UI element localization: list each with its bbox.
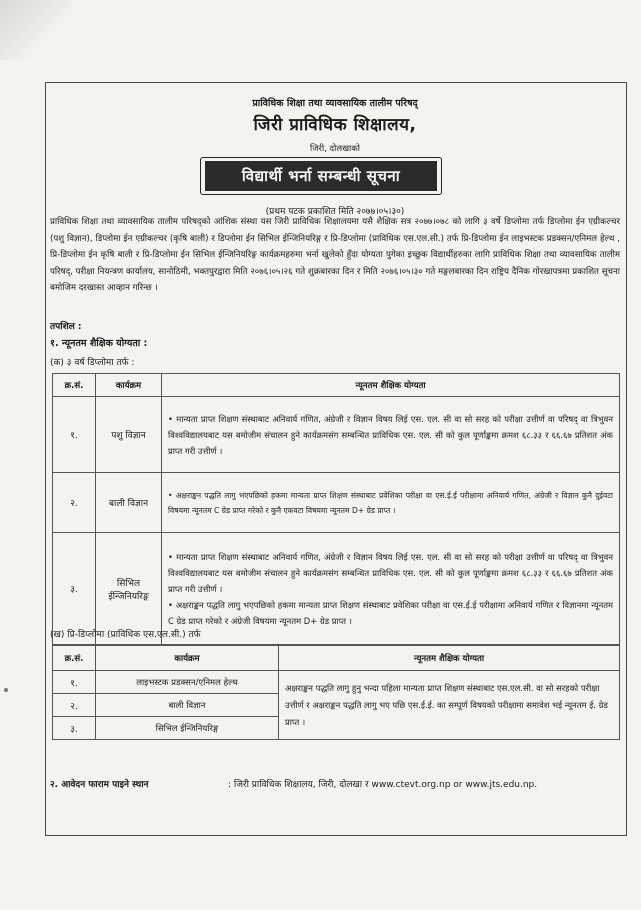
section-min-qualification: १. न्यूनतम शैक्षिक योग्यता : — [50, 338, 148, 349]
intro-paragraph: प्राविधिक शिक्षा तथा व्यावसायिक तालीम परिषद्को आंशिक संस्था यस जिरी प्राविधिक शिक्षालयमा यसै शैक्षिक सत्र २०७७।०७८ को लागि ३ वर्षे डिप्लोमा तर्फ डिप्लोमा ईन एग्रीकल्चर (पशु विज्ञान), डिप्लोमा ईन एग्रीकल्चर (कृषि बाली) र डिप्लोमा ईन सिभिल ईन्जिनियरिङ्ग र प्रि-डिप्लोमा (प्राविधिक एस.एल.सी.) तर्फ प्रि-डिप्लोमा ईन लाइभस्टक प्रडक्सन/एनिमल हेल्थ , प्रि-डिप्लोमा ईन कृषि बाली र प्रि-डिप्लोमा ईन सिभिल ईन्जिनियरिङ्ग कार्यक्रमहरुमा भर्ना खुलेको हुँदा योग्यता पुगेका इच्छुक विद्यार्थीहरुका लागि प्राविधिक शिक्षा तथा व्यावसायिक तालीम परिषद्, परीक्षा नियन्त्रण कार्यालय, सानोठिमी, भक्तपुरद्वारा मिति २०७६।०५।२६ गते शुक्रबारका दिन र मिति २०७६।०५।३० गते मङ्गलबारका दिन राष्ट्रिय दैनिक गोरखापत्रमा प्रकाशित सूचना बमोजिम दरखास्त आव्हान गरिन्छ । — [50, 217, 620, 294]
school-location: जिरी, दोलखाको — [310, 144, 360, 154]
row-serial: ३. — [53, 717, 96, 740]
row-serial: १. — [53, 671, 96, 694]
pre-diploma-qualification-table — [52, 645, 620, 740]
application-location-value: : जिरी प्राविधिक शिक्षालय, जिरी, दोलखा र www.ctevt.org.np or www.jts.edu.np. — [228, 780, 538, 790]
row-program: पशु विज्ञान — [96, 397, 162, 473]
page-fold-shadow — [0, 0, 72, 60]
table-row — [53, 671, 620, 694]
table-header-row — [53, 374, 620, 397]
table-row — [53, 473, 620, 533]
notice-title: विद्यार्थी भर्ना सम्बन्धी सूचना — [205, 161, 437, 191]
col-serial: क्र.सं. — [53, 646, 96, 671]
row-serial: १. — [53, 397, 96, 473]
organization-name: प्राविधिक शिक्षा तथा व्यावसायिक तालीम परिषद् — [252, 98, 418, 109]
scan-mark — [4, 688, 8, 692]
col-qualification: न्यूनतम शैक्षिक योग्यता — [162, 374, 620, 397]
qualification-point: • मान्यता प्राप्त शिक्षण संस्थाबाट अनिवार्य गणित, अंग्रेजी र विज्ञान विषय लिई एस. एल. सी वा सो सरह को परीक्षा उत्तीर्ण वा परिषद् वा त्रिभुवन विश्वविद्यालयबाट यस बमोजीम संचालन हुने कार्यक्रमसंग सम्बन्धित प्राविधिक एस. एल. सी को कुल पूर्णाङ्कमा क्रमश ६८.३३ र ६६.६७ प्रतिशत अंक प्राप्त गरी उत्तीर्ण । — [168, 551, 613, 594]
application-location-label: २. आवेदन फाराम पाइने स्थान — [50, 780, 149, 790]
col-serial: क्र.सं. — [53, 374, 96, 397]
diploma-qualification-table — [52, 373, 620, 645]
table-header-row — [53, 646, 620, 671]
row-qualification: अक्षराङ्कन पद्धति लागु हुनु भन्दा पहिला मान्यता प्राप्त शिक्षण संस्थाबाट एस.एल.सी. वा सो सरहको परीक्षा उत्तीर्ण र अक्षराङ्कन पद्धति लागु भए पछि एस.ई.ई. का सम्पूर्ण विषयको परीक्षामा समावेश भई न्यूनतम ई. ग्रेड प्राप्त । — [279, 671, 620, 740]
row-program: बाली विज्ञान — [96, 694, 279, 717]
row-program: सिभिल ईन्जिनियरिङ्ग — [96, 533, 162, 645]
col-program: कार्यक्रम — [96, 646, 279, 671]
row-program: लाइभस्टक प्रडक्सन/एनिमल हेल्थ — [96, 671, 279, 694]
row-qualification — [162, 533, 620, 645]
row-serial: २. — [53, 473, 96, 533]
row-qualification: • अक्षराङ्कन पद्धति लागु भएपछिको हकमा मान्यता प्राप्त शिक्षण संस्थाबाट प्रवेशिका परीक्षा वा एस.ई.ई परीक्षामा अनिवार्य गणित, अंग्रेजी र विज्ञान कुनै दुईवटा विषयमा न्यूनतम C ग्रेड प्राप्त गरेको र कुनै एकवटा विषयमा न्यूनतम D+ ग्रेड प्राप्त । — [162, 473, 620, 533]
row-serial: २. — [53, 694, 96, 717]
row-program: बाली विज्ञान — [96, 473, 162, 533]
table-row — [53, 397, 620, 473]
title-banner — [200, 157, 442, 195]
row-program: सिभिल ईन्जिनियरिङ्ग — [96, 717, 279, 740]
publication-date: (प्रथम पटक प्रकाशित मिति २०७७।०५।३०) — [265, 207, 405, 217]
row-serial: ३. — [53, 533, 96, 645]
section-diploma: (क) ३ वर्ष डिप्लोमा तर्फ : — [50, 358, 135, 368]
col-qualification: न्यूनतम शैक्षिक योग्यता — [279, 646, 620, 671]
details-heading: तपशिल : — [50, 322, 82, 332]
school-name: जिरी प्राविधिक शिक्षालय, — [253, 115, 417, 135]
col-program: कार्यक्रम — [96, 374, 162, 397]
section-pre-diploma: (ख) प्रि-डिप्लोमा (प्राविधिक एस.एल.सी.) तर्फ — [50, 630, 201, 640]
qualification-point: • अक्षराङ्कन पद्धति लागु भएपछिको हकमा मान्यता प्राप्त शिक्षण संस्थाबाट प्रवेशिका परीक्षा वा एस.ई.ई परीक्षामा अनिवार्य गणित र विज्ञानमा न्यूनतम C ग्रेड प्राप्त गरेको र अंग्रेजी विषयमा न्यूनतम D+ ग्रेड प्राप्त । — [168, 599, 613, 626]
row-qualification: • मान्यता प्राप्त शिक्षण संस्थाबाट अनिवार्य गणित, अंग्रेजी र विज्ञान विषय लिई एस. एल. सी वा सो सरह को परीक्षा उत्तीर्ण वा परिषद् वा त्रिभुवन विश्वविद्यालयबाट यस बमोजीम संचालन हुने कार्यक्रमसंग सम्बन्धित प्राविधिक एस. एल. सी को कुल पूर्णाङ्कमा क्रमश ६८.३३ र ६६.६७ प्रतिशत अंक प्राप्त गरी उत्तीर्ण । — [162, 397, 620, 473]
